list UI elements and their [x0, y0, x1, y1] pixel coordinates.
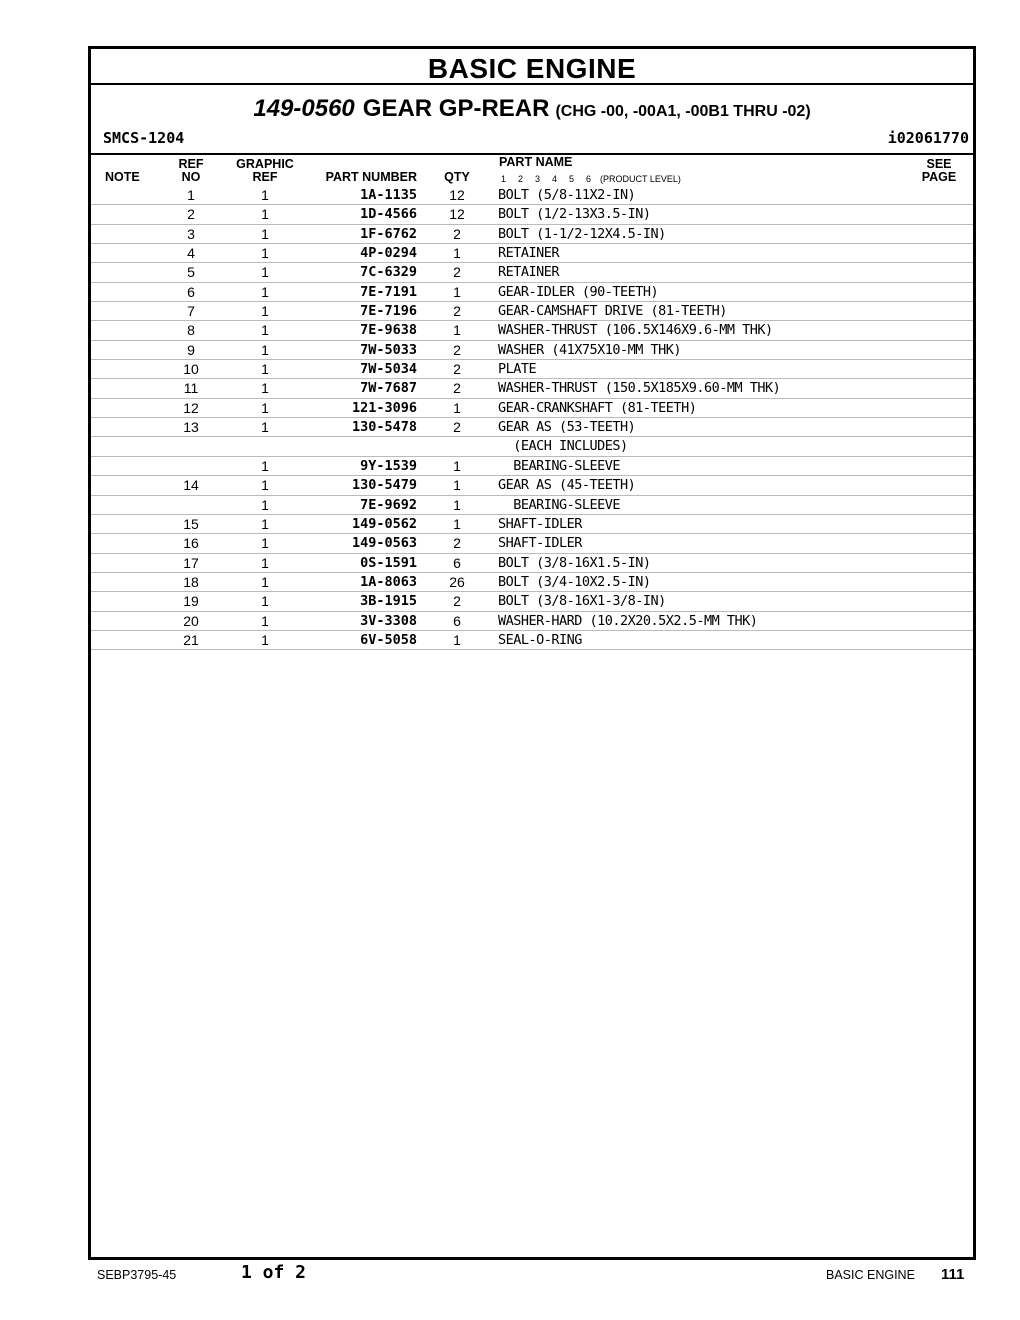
table-row	[91, 515, 973, 534]
page-frame	[88, 46, 976, 1260]
col-header-ref-top: REF	[178, 157, 204, 171]
part-number-cell: 121-3096	[351, 399, 417, 416]
graphic-ref-cell: 1	[261, 612, 269, 629]
part-name-cell: BEARING-SLEEVE	[498, 496, 621, 513]
product-level-label: (PRODUCT LEVEL)	[600, 174, 681, 184]
part-name-cell: GEAR-IDLER (90-TEETH)	[498, 283, 659, 300]
product-level-3: 3	[535, 174, 541, 184]
ref-no-cell: 21	[183, 631, 199, 648]
footer-page-of: 1 of 2	[241, 1262, 307, 1283]
qty-cell: 2	[453, 341, 461, 358]
part-name-cell: SHAFT-IDLER	[498, 535, 582, 552]
ref-no-cell: 14	[183, 477, 199, 494]
qty-cell: 1	[453, 477, 461, 494]
col-header-see-top: SEE	[926, 157, 952, 171]
product-level-4: 4	[552, 174, 558, 184]
col-header-ref-bottom: NO	[181, 170, 201, 184]
product-level-legend	[501, 174, 681, 184]
ref-no-cell: 8	[187, 322, 195, 339]
ref-no-cell: 1	[187, 187, 195, 203]
part-name-cell: PLATE	[498, 361, 537, 378]
table-row	[91, 302, 973, 321]
ref-no-cell: 7	[187, 303, 195, 320]
qty-cell: 1	[453, 496, 461, 513]
part-number-cell: 130-5479	[351, 477, 417, 494]
table-row	[91, 321, 973, 340]
part-number-cell: 7W-5033	[360, 341, 417, 358]
part-name-cell: BOLT (3/4-10X2.5-IN)	[498, 573, 651, 590]
illustration-id: i02061770	[887, 129, 969, 147]
ref-no-cell: 16	[183, 535, 199, 552]
table-row	[91, 186, 973, 205]
ref-no-cell: 6	[187, 283, 195, 300]
ref-no-cell: 20	[183, 612, 199, 629]
parts-list	[91, 186, 973, 650]
footer-section: BASIC ENGINE	[826, 1268, 915, 1282]
graphic-ref-cell: 1	[261, 380, 269, 397]
qty-cell: 1	[453, 399, 461, 416]
table-row	[91, 263, 973, 282]
graphic-ref-cell: 1	[261, 419, 269, 436]
col-header-part-name: PART NAME	[499, 155, 573, 169]
part-number-cell: 7E-7196	[360, 303, 417, 320]
table-row	[91, 437, 973, 456]
table-row	[91, 554, 973, 573]
part-number-cell: 1F-6762	[360, 225, 417, 242]
part-name-cell: BOLT (5/8-11X2-IN)	[498, 187, 636, 203]
col-header-graphic-bottom: REF	[252, 170, 278, 184]
qty-cell: 2	[453, 380, 461, 397]
graphic-ref-cell: 1	[261, 477, 269, 494]
part-name-cell: BOLT (1/2-13X3.5-IN)	[498, 206, 651, 223]
graphic-ref-cell: 1	[261, 593, 269, 610]
qty-cell: 2	[453, 593, 461, 610]
graphic-ref-cell: 1	[261, 264, 269, 281]
part-number-cell: 3B-1915	[360, 593, 417, 610]
part-number-cell: 1A-8063	[360, 573, 417, 590]
part-number-cell: 1D-4566	[360, 206, 417, 223]
part-name-cell: RETAINER	[498, 264, 560, 281]
ref-no-cell: 5	[187, 264, 195, 281]
table-row	[91, 341, 973, 360]
footer-doc-number: SEBP3795-45	[97, 1268, 177, 1282]
ref-no-cell: 2	[187, 206, 195, 223]
table-row	[91, 612, 973, 631]
part-name-cell: GEAR-CAMSHAFT DRIVE (81-TEETH)	[498, 303, 727, 320]
part-name-cell: GEAR AS (45-TEETH)	[498, 477, 636, 494]
graphic-ref-cell: 1	[261, 515, 269, 532]
table-row	[91, 360, 973, 379]
group-title	[91, 89, 973, 132]
table-row	[91, 592, 973, 611]
part-name-cell: GEAR AS (53-TEETH)	[498, 419, 636, 436]
graphic-ref-cell: 1	[261, 245, 269, 262]
part-number-cell: 3V-3308	[360, 612, 417, 629]
table-row	[91, 457, 973, 476]
part-number-cell: 0S-1591	[360, 554, 417, 571]
col-header-graphic-top: GRAPHIC	[236, 157, 294, 171]
part-name-cell: SEAL-O-RING	[498, 631, 582, 648]
table-row	[91, 379, 973, 398]
graphic-ref-cell: 1	[261, 496, 269, 513]
graphic-ref-cell: 1	[261, 283, 269, 300]
graphic-ref-cell: 1	[261, 225, 269, 242]
part-name-cell: BOLT (3/8-16X1.5-IN)	[498, 554, 651, 571]
qty-cell: 1	[453, 283, 461, 300]
footer-page-number: 111	[941, 1266, 965, 1283]
table-row	[91, 283, 973, 302]
ref-no-cell: 15	[183, 515, 199, 532]
ref-no-cell: 3	[187, 225, 195, 242]
ref-no-cell: 18	[183, 573, 199, 590]
part-number-cell: 7C-6329	[360, 264, 417, 281]
part-name-cell: WASHER-THRUST (150.5X185X9.60-MM THK)	[498, 380, 781, 397]
qty-cell: 12	[449, 187, 465, 203]
qty-cell: 1	[453, 631, 461, 648]
col-header-see-bottom: PAGE	[921, 170, 957, 184]
section-title: BASIC ENGINE	[91, 49, 973, 85]
smcs-code: SMCS-1204	[103, 129, 185, 147]
part-name-cell: BOLT (1-1/2-12X4.5-IN)	[498, 225, 666, 242]
part-number-cell: 1A-1135	[360, 187, 417, 203]
col-header-part-number: PART NUMBER	[325, 170, 417, 184]
table-row	[91, 225, 973, 244]
col-header-qty: QTY	[444, 170, 470, 184]
table-row	[91, 399, 973, 418]
part-name-cell: BEARING-SLEEVE	[498, 457, 621, 474]
qty-cell: 6	[453, 554, 461, 571]
ref-no-cell: 17	[183, 554, 199, 571]
graphic-ref-cell: 1	[261, 554, 269, 571]
graphic-ref-cell: 1	[261, 535, 269, 552]
ref-no-cell: 13	[183, 419, 199, 436]
qty-cell: 2	[453, 419, 461, 436]
ref-no-cell: 9	[187, 341, 195, 358]
table-row	[91, 205, 973, 224]
col-header-note: NOTE	[105, 170, 140, 184]
qty-cell: 1	[453, 322, 461, 339]
table-row	[91, 418, 973, 437]
part-number-cell: 7W-7687	[360, 380, 417, 397]
qty-cell: 2	[453, 303, 461, 320]
qty-cell: 2	[453, 264, 461, 281]
ref-no-cell: 10	[183, 361, 199, 378]
graphic-ref-cell: 1	[261, 361, 269, 378]
table-row	[91, 573, 973, 592]
table-row	[91, 476, 973, 495]
graphic-ref-cell: 1	[261, 457, 269, 474]
product-level-6: 6	[586, 174, 592, 184]
qty-cell: 2	[453, 225, 461, 242]
group-serial-info: (CHG -00, -00A1, -00B1 THRU -02)	[555, 103, 811, 120]
table-row	[91, 244, 973, 263]
qty-cell: 1	[453, 245, 461, 262]
part-name-cell: SHAFT-IDLER	[498, 515, 582, 532]
table-row	[91, 534, 973, 553]
graphic-ref-cell: 1	[261, 631, 269, 648]
ref-no-cell: 12	[183, 399, 199, 416]
graphic-ref-cell: 1	[261, 341, 269, 358]
part-number-cell: 4P-0294	[360, 245, 417, 262]
graphic-ref-cell: 1	[261, 303, 269, 320]
part-name-cell: BOLT (3/8-16X1-3/8-IN)	[498, 593, 666, 610]
graphic-ref-cell: 1	[261, 322, 269, 339]
qty-cell: 6	[453, 612, 461, 629]
graphic-ref-cell: 1	[261, 573, 269, 590]
part-name-cell: GEAR-CRANKSHAFT (81-TEETH)	[498, 399, 697, 416]
qty-cell: 2	[453, 535, 461, 552]
graphic-ref-cell: 1	[261, 399, 269, 416]
part-number-cell: 149-0563	[351, 535, 417, 552]
ref-no-cell: 11	[183, 380, 199, 397]
group-name: GEAR GP-REAR	[362, 95, 550, 122]
product-level-5: 5	[569, 174, 575, 184]
qty-cell: 2	[453, 361, 461, 378]
part-number-cell: 130-5478	[351, 419, 417, 436]
graphic-ref-cell: 1	[261, 206, 269, 223]
graphic-ref-cell: 1	[261, 187, 269, 203]
ref-no-cell: 19	[183, 593, 199, 610]
table-row	[91, 496, 973, 515]
part-name-cell: WASHER-THRUST (106.5X146X9.6-MM THK)	[498, 322, 773, 339]
group-part-number: 149-0560	[253, 95, 355, 122]
ref-no-cell: 4	[187, 245, 195, 262]
qty-cell: 12	[449, 206, 465, 223]
qty-cell: 1	[453, 515, 461, 532]
part-number-cell: 6V-5058	[360, 631, 417, 648]
product-level-2: 2	[518, 174, 524, 184]
table-row	[91, 631, 973, 650]
part-name-cell: RETAINER	[498, 245, 560, 262]
part-number-cell: 149-0562	[351, 515, 417, 532]
part-name-cell: WASHER (41X75X10-MM THK)	[498, 341, 682, 358]
part-number-cell: 7E-9638	[360, 322, 417, 339]
part-number-cell: 7E-9692	[360, 496, 417, 513]
part-number-cell: 9Y-1539	[360, 457, 417, 474]
part-number-cell: 7W-5034	[360, 361, 417, 378]
qty-cell: 1	[453, 457, 461, 474]
part-number-cell: 7E-7191	[360, 283, 417, 300]
part-name-cell: (EACH INCLUDES)	[498, 438, 628, 455]
qty-cell: 26	[449, 573, 465, 590]
product-level-1: 1	[501, 174, 507, 184]
part-name-cell: WASHER-HARD (10.2X20.5X2.5-MM THK)	[498, 612, 758, 629]
